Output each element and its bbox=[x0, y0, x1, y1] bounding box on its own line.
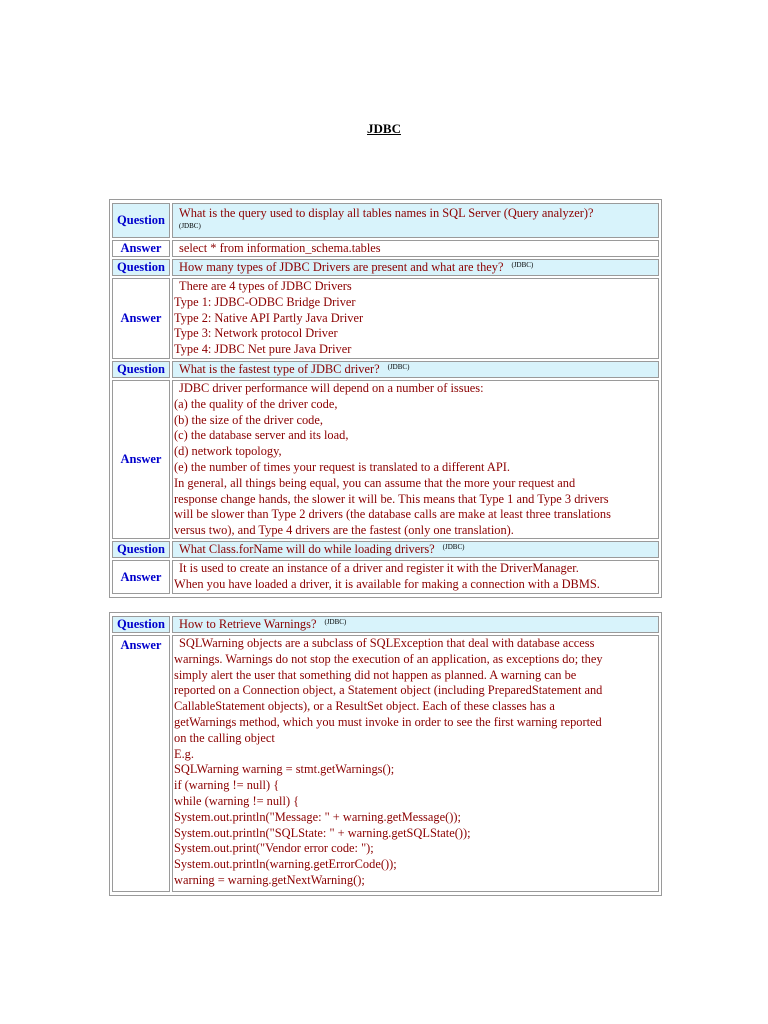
answer-line: (d) network topology, bbox=[174, 444, 282, 459]
answer-label: Answer bbox=[112, 635, 170, 892]
question-text bbox=[172, 259, 659, 276]
answer-text bbox=[172, 240, 659, 257]
answer-row bbox=[112, 635, 659, 892]
question-text bbox=[172, 541, 659, 558]
answer-line: getWarnings method, which you must invoke in order to see the first warning reported bbox=[174, 714, 602, 729]
answer-row bbox=[112, 380, 659, 539]
question-row bbox=[112, 361, 659, 378]
jdbc-tag: (JDBC) bbox=[387, 363, 410, 371]
answer-line: When you have loaded a driver, it is available for making a connection with a DBMS. bbox=[174, 576, 600, 591]
answer-line: There are 4 types of JDBC Drivers bbox=[179, 279, 352, 293]
answer-line: CallableStatement objects), or a ResultSet object. Each of these classes has a bbox=[174, 699, 555, 714]
question-row bbox=[112, 203, 659, 238]
code-line: System.out.println("Message: " + warning.getMessage()); bbox=[174, 809, 461, 824]
question-text bbox=[172, 203, 659, 238]
code-line: System.out.println(warning.getErrorCode()); bbox=[174, 857, 397, 872]
question-label: Question bbox=[112, 361, 170, 378]
question-4-text: What Class.forName will do while loading drivers? bbox=[179, 542, 435, 556]
answer-line: versus two), and Type 4 drivers are the fastest (only one translation). bbox=[174, 523, 514, 538]
answer-line: reported on a Connection object, a Statement object (including PreparedStatement and bbox=[174, 683, 603, 698]
answer-text bbox=[172, 635, 659, 892]
question-label: Question bbox=[112, 259, 170, 276]
question-label: Question bbox=[112, 616, 170, 633]
answer-line: on the calling object bbox=[174, 730, 275, 745]
code-line: if (warning != null) { bbox=[174, 778, 280, 793]
question-1-text: What is the query used to display all tables names in SQL Server (Query analyzer)? bbox=[179, 206, 594, 220]
answer-text bbox=[172, 380, 659, 539]
question-text bbox=[172, 361, 659, 378]
question-label: Question bbox=[112, 203, 170, 238]
answer-text bbox=[172, 560, 659, 594]
question-row bbox=[112, 259, 659, 276]
answer-line: will be slower than Type 2 drivers (the database calls are make at least three translations bbox=[174, 507, 611, 522]
question-row bbox=[112, 541, 659, 558]
answer-label: Answer bbox=[112, 380, 170, 539]
code-line: System.out.print("Vendor error code: "); bbox=[174, 841, 374, 856]
answer-line: (b) the size of the driver code, bbox=[174, 412, 323, 427]
answer-line: E.g. bbox=[174, 746, 194, 761]
question-text bbox=[172, 616, 659, 633]
qa-table-2 bbox=[109, 612, 662, 896]
answer-line: response change hands, the slower it will be. This means that Type 1 and Type 3 drivers bbox=[174, 491, 609, 506]
answer-label: Answer bbox=[112, 278, 170, 359]
code-line: SQLWarning warning = stmt.getWarnings(); bbox=[174, 762, 395, 777]
answer-line: It is used to create an instance of a driver and register it with the DriverManager. bbox=[179, 561, 579, 575]
answer-line: simply alert the user that something did not happen as planned. A warning can be bbox=[174, 667, 577, 682]
answer-text bbox=[172, 278, 659, 359]
answer-line: (e) the number of times your request is translated to a different API. bbox=[174, 459, 510, 474]
code-line: while (warning != null) { bbox=[174, 793, 300, 808]
answer-line: Type 2: Native API Partly Java Driver bbox=[174, 310, 364, 325]
answer-row bbox=[112, 560, 659, 594]
answer-line: Type 3: Network protocol Driver bbox=[174, 326, 338, 341]
answer-row bbox=[112, 278, 659, 359]
code-line: warning = warning.getNextWarning(); bbox=[174, 872, 365, 887]
jdbc-tag: (JDBC) bbox=[511, 261, 534, 269]
answer-label: Answer bbox=[112, 240, 170, 257]
code-line: System.out.println("SQLState: " + warning.getSQLState()); bbox=[174, 825, 471, 840]
answer-label: Answer bbox=[112, 560, 170, 594]
answer-line: (a) the quality of the driver code, bbox=[174, 396, 338, 411]
answer-line: Type 1: JDBC-ODBC Bridge Driver bbox=[174, 294, 356, 309]
answer-line: Type 4: JDBC Net pure Java Driver bbox=[174, 342, 352, 357]
question-5-text: How to Retrieve Warnings? bbox=[179, 617, 317, 631]
qa-table-1 bbox=[109, 199, 662, 598]
answer-line: In general, all things being equal, you can assume that the more your request and bbox=[174, 475, 576, 490]
answer-line: warnings. Warnings do not stop the execution of an application, as exceptions do; they bbox=[174, 651, 603, 666]
answer-1-line: select * from information_schema.tables bbox=[179, 241, 381, 255]
jdbc-tag: (JDBC) bbox=[442, 543, 465, 551]
answer-line: (c) the database server and its load, bbox=[174, 428, 349, 443]
jdbc-tag: (JDBC) bbox=[324, 618, 347, 626]
answer-line: SQLWarning objects are a subclass of SQLException that deal with database access bbox=[179, 636, 595, 650]
answer-row bbox=[112, 240, 659, 257]
jdbc-tag: (JDBC) bbox=[179, 221, 201, 230]
document-title: JDBC bbox=[367, 121, 401, 136]
question-3-text: What is the fastest type of JDBC driver? bbox=[179, 362, 380, 376]
answer-line: JDBC driver performance will depend on a number of issues: bbox=[179, 381, 484, 395]
question-label: Question bbox=[112, 541, 170, 558]
question-row bbox=[112, 616, 659, 633]
question-2-text: How many types of JDBC Drivers are present and what are they? bbox=[179, 260, 504, 274]
